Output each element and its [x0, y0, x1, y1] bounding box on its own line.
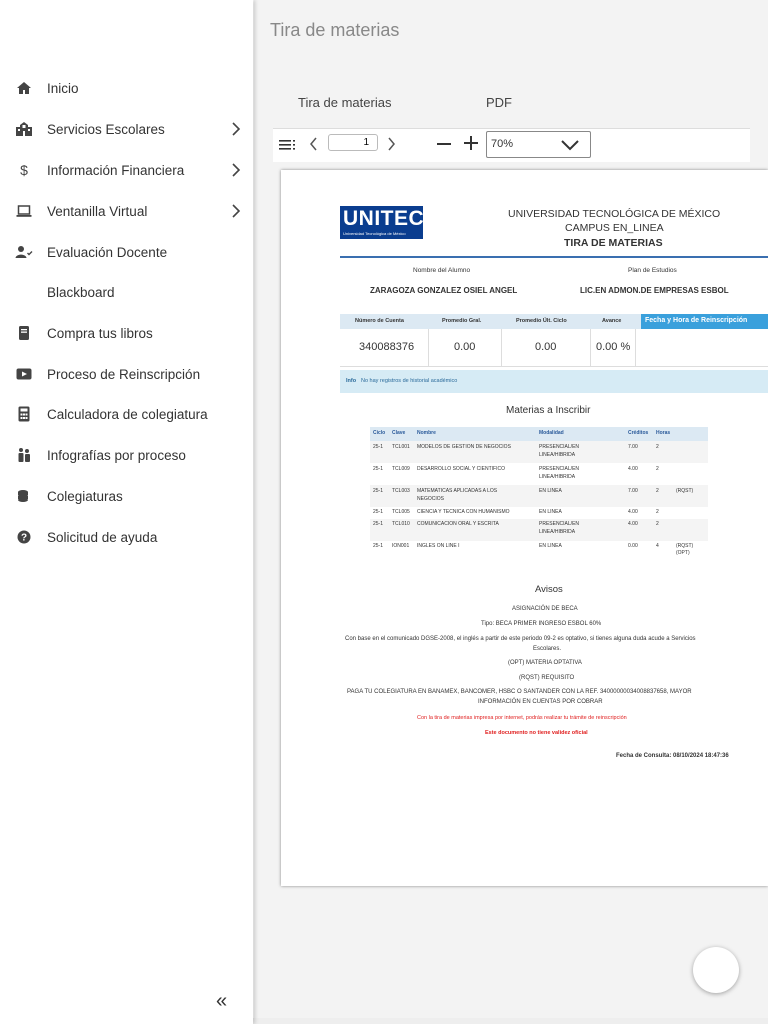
- sidebar-item-label: Calculadora de colegiatura: [47, 406, 208, 422]
- consulta-date: Fecha de Consulta: 08/10/2024 18:47:36: [616, 753, 729, 759]
- table-cell: PRESENCIAL/EN: [539, 444, 580, 450]
- table-cell: 25-1: [373, 521, 384, 527]
- plan-label: Plan de Estudios: [628, 267, 677, 274]
- sidebar-item-label: Inicio: [47, 80, 79, 96]
- table-cell: Universidad Tecnológica de México: [343, 231, 406, 236]
- sidebar-item-compra-tus-libros[interactable]: [0, 318, 253, 348]
- table-cell: TCL003: [392, 488, 410, 494]
- progress-value: 0.00 %: [596, 341, 631, 353]
- table-cell: ION001: [392, 543, 410, 549]
- sidebar-item-label: Blackboard: [47, 284, 115, 300]
- table-cell: TCL005: [392, 509, 410, 515]
- sidebar-item-label: Evaluación Docente: [47, 244, 168, 260]
- table-cell: Este documento no tiene validez oficial: [485, 730, 588, 736]
- sidebar-item-colegiaturas[interactable]: [0, 481, 253, 511]
- average-general: 0.00: [454, 341, 476, 353]
- table-cell: Promedio Gral.: [442, 318, 482, 324]
- table-cell: 25-1: [373, 466, 384, 472]
- sidebar-item-label: Proceso de Reinscripción: [47, 366, 201, 382]
- table-cell: (RQST): [676, 488, 694, 494]
- table-cell: Modalidad: [539, 430, 564, 436]
- sidebar-item-label: Infografías por proceso: [47, 447, 186, 463]
- student-label: Nombre del Alumno: [413, 267, 471, 274]
- campus-name: CAMPUS EN_LINEA: [565, 222, 664, 234]
- account-number: 340088376: [359, 341, 415, 353]
- table-cell: EN LINEA: [539, 509, 562, 515]
- table-cell: NEGOCIOS: [417, 496, 444, 502]
- sidebar-item-label: Información Financiera: [47, 162, 185, 178]
- table-cell: TCL009: [392, 466, 410, 472]
- table-cell: PAGA TU COLEGIATURA EN BANAMEX, BANCOMER, HSBC O SANTANDER CON LA REF. 34000000034008837658, MAYOR: [347, 689, 692, 695]
- sidebar-item-informacion-financiera[interactable]: [0, 155, 253, 185]
- person-check-icon: [15, 243, 33, 261]
- sidebar-item-solicitud-ayuda[interactable]: [0, 522, 253, 552]
- header-divider: [340, 256, 768, 258]
- table-cell: Promedio Últ. Ciclo: [516, 318, 567, 324]
- sidebar-item-label: Servicios Escolares: [47, 121, 165, 137]
- sidebar-item-label: Ventanilla Virtual: [47, 203, 148, 219]
- plan-name: LIC.EN ADMON.DE EMPRESAS ESBOL: [580, 286, 729, 295]
- table-cell: Con la tira de materias impresa por internet, podrás realizar tu trámite de reinscripción: [417, 715, 627, 721]
- table-cell: DESARROLLO SOCIAL Y CIENTIFICO: [417, 466, 505, 472]
- document-title: TIRA DE MATERIAS: [564, 237, 663, 249]
- table-cell: Tipo: BECA PRIMER INGRESO ESBOL 60%: [481, 621, 602, 627]
- table-cell: PRESENCIAL/EN: [539, 521, 580, 527]
- table-cell: LINEA/HIBRIDA: [539, 474, 576, 480]
- table-cell: EN LINEA: [539, 543, 562, 549]
- sidebar-item-evaluacion-docente[interactable]: [0, 237, 253, 267]
- table-cell: 2: [656, 509, 659, 515]
- tab-pdf[interactable]: PDF: [486, 95, 512, 110]
- table-cell: Horas: [656, 430, 671, 436]
- sidebar-toggle-icon[interactable]: [279, 138, 297, 156]
- university-name: UNIVERSIDAD TECNOLÓGICA DE MÉXICO: [508, 208, 721, 220]
- page-title: Tira de materias: [270, 20, 400, 40]
- people-icon: [15, 446, 33, 464]
- chevron-right-icon: [229, 163, 243, 177]
- table-cell: PRESENCIAL/EN: [539, 466, 580, 472]
- sidebar-item-servicios-escolares[interactable]: [0, 114, 253, 144]
- table-cell: Nombre: [417, 430, 436, 436]
- student-name: ZARAGOZA GONZALEZ OSIEL ANGEL: [370, 286, 518, 295]
- subjects-title: Materias a Inscribir: [506, 405, 591, 416]
- sidebar-item-label: Solicitud de ayuda: [47, 529, 158, 545]
- next-page-icon[interactable]: [386, 137, 396, 156]
- table-cell: 25-1: [373, 444, 384, 450]
- table-cell: 25-1: [373, 543, 384, 549]
- table-cell: Créditos: [628, 430, 649, 436]
- table-cell: MATEMATICAS APLICADAS A LOS: [417, 488, 498, 494]
- table-cell: UNITEC: [343, 207, 425, 230]
- school-icon: [15, 120, 33, 138]
- sidebar-item-label: Compra tus libros: [47, 325, 153, 341]
- dollar-icon: $: [20, 162, 28, 178]
- table-cell: 2: [656, 466, 659, 472]
- home-icon: [15, 79, 33, 97]
- calculator-icon: [15, 405, 33, 423]
- help-icon: [15, 528, 33, 546]
- table-cell: 4: [656, 543, 659, 549]
- table-cell: (RQST) REQUISITO: [519, 675, 575, 681]
- sidebar-item-ventanilla-virtual[interactable]: [0, 196, 253, 226]
- table-cell: 2: [656, 521, 659, 527]
- unitec-logo: [340, 206, 423, 239]
- chevron-right-icon: [229, 204, 243, 218]
- table-cell: Ciclo: [373, 430, 386, 436]
- pdf-page: [281, 170, 768, 886]
- table-cell: Número de Cuenta: [355, 318, 404, 324]
- table-cell: 7.00: [628, 444, 638, 450]
- chevron-down-icon: [560, 138, 580, 152]
- zoom-select[interactable]: [486, 131, 591, 158]
- table-cell: (RQST): [676, 543, 694, 549]
- table-cell: 4.00: [628, 509, 638, 515]
- table-cell: 2: [656, 444, 659, 450]
- tab-tira-de-materias[interactable]: Tira de materias: [298, 95, 392, 110]
- sidebar-item-blackboard[interactable]: [0, 277, 253, 307]
- zoom-out-icon[interactable]: [436, 137, 452, 156]
- table-cell: CIENCIA Y TECNICA CON HUMANISMO: [417, 509, 510, 515]
- table-cell: ASIGNACIÓN DE BECA: [512, 606, 578, 612]
- table-cell: (OPT) MATERIA OPTATIVA: [508, 660, 582, 666]
- avisos-title: Avisos: [535, 584, 563, 595]
- sidebar: [0, 0, 253, 1024]
- table-cell: 25-1: [373, 488, 384, 494]
- previous-page-icon[interactable]: [309, 137, 319, 156]
- svg-text:?: ?: [20, 532, 28, 544]
- table-cell: INGLES ON LINE I: [417, 543, 460, 549]
- book-icon: [15, 324, 33, 342]
- collapse-sidebar-button[interactable]: «: [216, 990, 228, 1012]
- zoom-value: 70%: [491, 138, 514, 150]
- table-cell: TCL001: [392, 444, 410, 450]
- table-cell: COMUNICACION ORAL Y ESCRITA: [417, 521, 499, 527]
- computer-icon: [15, 202, 33, 220]
- sidebar-item-calculadora-colegiatura[interactable]: [0, 399, 253, 429]
- zoom-in-icon[interactable]: [463, 135, 479, 156]
- table-cell: 7.00: [628, 488, 638, 494]
- sidebar-item-infografias[interactable]: [0, 440, 253, 470]
- sidebar-item-label: Colegiaturas: [47, 488, 123, 504]
- table-cell: Con base en el comunicado DGSE-2008, el inglés a partir de este periodo 09-2 es optativo, si tienes alguna duda acude a Servicios: [345, 636, 696, 642]
- table-cell: 4.00: [628, 466, 638, 472]
- table-cell: 4.00: [628, 521, 638, 527]
- table-cell: Clave: [392, 430, 406, 436]
- table-cell: Escolares.: [533, 646, 562, 652]
- table-cell: 25-1: [373, 509, 384, 515]
- chevron-right-icon: [229, 122, 243, 136]
- table-cell: 2: [656, 488, 659, 494]
- table-cell: TCL010: [392, 521, 410, 527]
- video-icon: [15, 365, 33, 383]
- table-cell: EN LINEA: [539, 488, 562, 494]
- coins-icon: [15, 487, 33, 505]
- table-cell: MODELOS DE GESTION DE NEGOCIOS: [417, 444, 511, 450]
- table-cell: INFORMACIÓN EN CUENTAS POR COBRAR: [478, 699, 603, 705]
- table-cell: Fecha y Hora de Reinscripción: [645, 317, 748, 324]
- table-cell: Avance: [602, 318, 622, 324]
- sidebar-item-proceso-reinscripcion[interactable]: [0, 359, 253, 389]
- table-cell: LINEA/HIBRIDA: [539, 452, 576, 458]
- floating-action-button[interactable]: [693, 947, 739, 993]
- sidebar-item-inicio[interactable]: [0, 73, 253, 103]
- page-number-input[interactable]: [328, 134, 378, 151]
- average-last-cycle: 0.00: [535, 341, 557, 353]
- table-cell: LINEA/HIBRIDA: [539, 529, 576, 535]
- table-cell: 0.00: [628, 543, 638, 549]
- table-cell: Info: [346, 378, 357, 384]
- table-cell: No hay registros de historial académico: [361, 378, 458, 384]
- table-cell: (OPT): [676, 550, 690, 556]
